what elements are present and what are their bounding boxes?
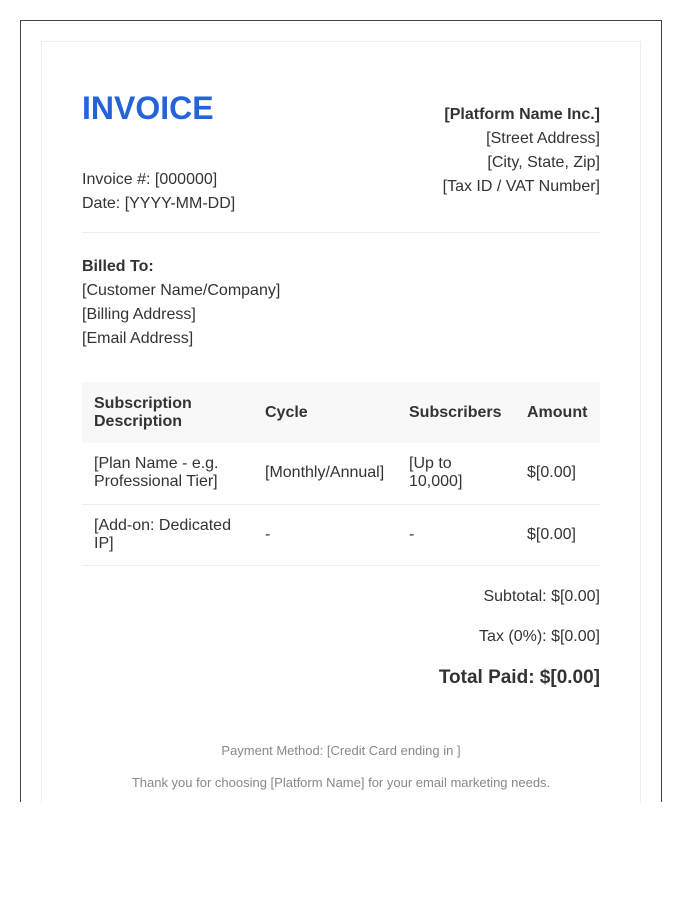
billed-to-label: Billed To: [82, 258, 154, 275]
total-paid: Total Paid: $[0.00] [438, 666, 600, 688]
company-name: [Platform Name Inc.] [444, 106, 600, 123]
company-city: [City, State, Zip] [487, 154, 600, 171]
company-street: [Street Address] [486, 130, 600, 147]
invoice-footer [82, 743, 600, 790]
invoice-card [41, 41, 641, 803]
company-tax-id: [Tax ID / VAT Number] [442, 178, 600, 195]
payment-method: Payment Method: [Credit Card ending in ] [221, 742, 461, 758]
totals-section [82, 588, 600, 689]
invoice-meta [82, 168, 235, 216]
billed-to-section [82, 255, 600, 351]
invoice-date: Date: [YYYY-MM-DD] [82, 195, 236, 212]
tax-line: Tax (0%): $[0.00] [479, 627, 600, 645]
page-frame [20, 20, 662, 802]
row-amount: $[0.00] [515, 443, 600, 504]
row-cycle: - [253, 504, 397, 565]
thank-you-note: Thank you for choosing [Platform Name] for your email marketing needs. [131, 774, 551, 790]
email-address: [Email Address] [82, 330, 194, 347]
row-cycle: [Monthly/Annual] [253, 443, 397, 504]
table-row [82, 504, 600, 565]
line-items-table [82, 382, 600, 566]
header-divider [82, 232, 600, 233]
table-header-row [82, 382, 600, 443]
customer-name: [Customer Name/Company] [82, 282, 281, 299]
invoice-number: Invoice #: [000000] [82, 171, 218, 188]
row-amount: $[0.00] [515, 504, 600, 565]
header-amount: Amount [515, 382, 600, 443]
row-description: [Add-on: Dedicated IP] [82, 504, 253, 565]
row-subscribers: - [397, 504, 515, 565]
invoice-header [82, 89, 600, 232]
header-cycle: Cycle [253, 382, 397, 443]
invoice-title: INVOICE [82, 90, 214, 126]
table-row [82, 443, 600, 504]
header-description: Subscription Description [82, 382, 253, 443]
row-subscribers: [Up to 10,000] [397, 443, 515, 504]
invoice-content [82, 89, 600, 790]
company-info [443, 103, 600, 199]
header-subscribers: Subscribers [397, 382, 515, 443]
row-description: [Plan Name - e.g. Professional Tier] [82, 443, 253, 504]
subtotal: Subtotal: $[0.00] [483, 587, 600, 605]
billing-address: [Billing Address] [82, 306, 196, 323]
